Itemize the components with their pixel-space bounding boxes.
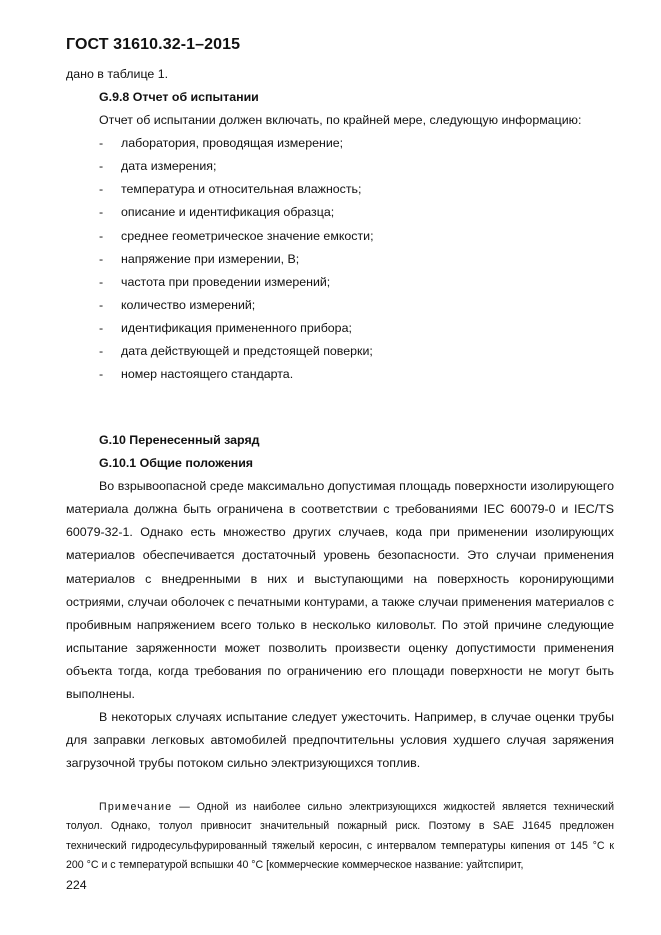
- list-bullet: -: [99, 274, 104, 289]
- list-bullet: -: [99, 297, 104, 312]
- report-requirements-list: [66, 132, 614, 386]
- list-item-text: лаборатория, проводящая измерение;: [121, 136, 344, 151]
- list-bullet: -: [99, 159, 104, 174]
- list-item: [66, 340, 614, 363]
- list-bullet: -: [99, 251, 104, 266]
- continuation-text: дано в таблице 1.: [66, 67, 169, 81]
- list-item: [66, 294, 614, 317]
- list-bullet: -: [99, 320, 104, 335]
- list-item-text: дата действующей и предстоящей поверки;: [121, 344, 373, 359]
- list-item-text: количество измерений;: [121, 297, 256, 312]
- list-item-text: описание и идентификация образца;: [121, 205, 335, 220]
- list-bullet: -: [99, 344, 104, 359]
- list-item-text: дата измерения;: [121, 159, 217, 174]
- list-item-text: напряжение при измерении, В;: [121, 251, 300, 266]
- report-intro-paragraph: Отчет об испытании должен включать, по крайней мере, следующую информацию:: [99, 113, 582, 128]
- section-g10: [66, 429, 614, 775]
- note-label: Примечание: [99, 801, 173, 813]
- list-item-text: температура и относительная влажность;: [121, 182, 362, 197]
- document-header: ГОСТ 31610.32-1–2015: [66, 36, 241, 53]
- list-item: [66, 201, 614, 224]
- list-item: [66, 178, 614, 201]
- list-item: [66, 248, 614, 271]
- section-g98: [66, 86, 614, 386]
- list-item: [66, 155, 614, 178]
- list-item-text: номер настоящего стандарта.: [121, 367, 294, 382]
- list-item: [66, 225, 614, 248]
- list-bullet: -: [99, 182, 104, 197]
- list-item: [66, 363, 614, 386]
- note-separator: —: [172, 801, 197, 813]
- list-item-text: среднее геометрическое значение емкости;: [121, 228, 374, 243]
- list-item: [66, 317, 614, 340]
- body-paragraph: В некоторых случаях испытание следует ужесточить. Например, в случае оценки трубы для заправки легковых автомобилей предпочтительны условия худшего случая заряжения загрузочной трубы потоком сильно электризующихся топлив.: [66, 710, 614, 771]
- list-bullet: -: [99, 367, 104, 382]
- section-heading-g98: G.9.8 Отчет об испытании: [99, 90, 259, 104]
- list-bullet: -: [99, 136, 104, 151]
- body-paragraph: Во взрывоопасной среде максимально допустимая площадь поверхности изолирующего материала должна быть ограничена в соответствии с требованиями IEC 60079-0 и IEC/TS 60079-32-1. Однако есть множество других случаев, кода при применении изолирующих материалов обеспечивается достаточный уровень безопасности. Это случаи применения материалов с внедренными в них и выступающими на поверхность коронирующими остриями, случаи оболочек с печатными контурами, а также случаи применения материалов с пробивным напряжением всего только в несколько киловольт. По этой причине следующие испытание заряженности может позволить произвести оценку допустимости применения объекта тогда, когда требования по ограничению его площади поверхности не могут быть выполнены.: [66, 479, 614, 702]
- list-item-text: частота при проведении измерений;: [121, 274, 331, 289]
- note-block: [66, 798, 614, 876]
- list-item: [66, 271, 614, 294]
- note-text: Одной из наиболее сильно электризующихся жидкостей является технический толуол. Однако, толуол привносит значительный пожарный риск. Поэтому в SAE J1645 предложен технический гидродесульфурированный тяжелый керосин, с интервалом температуры кипения от 145 °C к 200 °C и с температурой вспышки 40 °C [коммерческие коммерческое название: уайтспирит,: [66, 801, 615, 872]
- page-number: 224: [66, 878, 87, 892]
- section-heading-g10: G.10 Перенесенный заряд: [99, 433, 260, 447]
- subsection-heading-g101: G.10.1 Общие положения: [99, 456, 254, 471]
- list-bullet: -: [99, 205, 104, 220]
- list-item-text: идентификация примененного прибора;: [121, 320, 352, 335]
- list-item: [66, 132, 614, 155]
- list-bullet: -: [99, 228, 104, 243]
